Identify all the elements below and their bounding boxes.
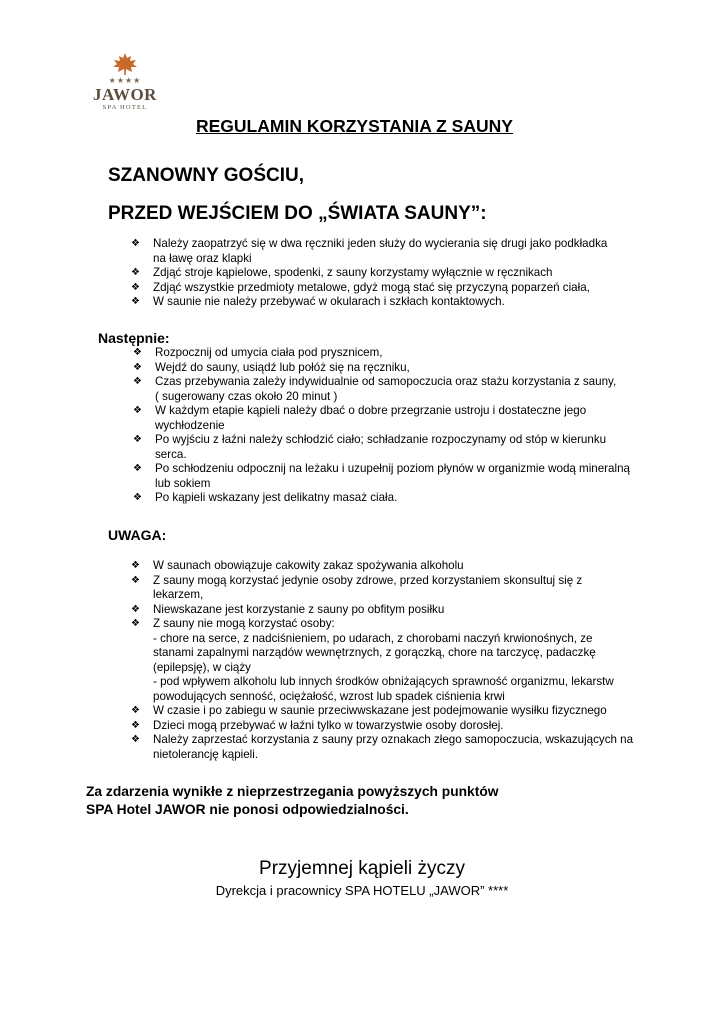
bullet-icon: ❖ <box>131 560 140 571</box>
list-item-line: Dzieci mogą przebywać w łaźni tylko w towarzystwie osoby dorosłej. <box>153 718 504 732</box>
list-item <box>133 491 630 506</box>
next-heading: Następnie: <box>98 330 170 346</box>
bullet-icon: ❖ <box>133 492 142 503</box>
list-item <box>131 617 633 704</box>
bullet-icon: ❖ <box>131 574 140 586</box>
list-item-line: Zdjąć wszystkie przedmioty metalowe, gdyż mogą stać się przyczyną poparzeń ciała, <box>153 280 590 294</box>
list-item-line: Wejdź do sauny, usiądź lub połóż się na ręczniku, <box>155 360 410 374</box>
list-item-line: nietolerancję kąpieli. <box>153 747 259 761</box>
list-item-line: lub sokiem <box>155 476 211 490</box>
bullet-icon: ❖ <box>131 281 140 293</box>
next-list <box>133 346 630 506</box>
list-item-line: Po schłodzeniu odpocznij na leżaku i uzupełnij poziom płynów w organizmie wodą mineralną <box>155 462 630 475</box>
list-item <box>133 375 630 404</box>
logo-brand: JAWOR <box>93 85 157 104</box>
list-item-line: powodujących senność, ociężałość, wzrost lub spadek ciśnienia krwi <box>153 689 505 703</box>
list-item <box>131 574 633 603</box>
list-item-line: - chore na serce, z nadciśnieniem, po udarach, z chorobami naczyń krwionośnych, ze <box>153 631 593 645</box>
disclaimer-line: SPA Hotel JAWOR nie ponosi odpowiedzialności. <box>86 802 409 817</box>
logo-stars: ★★★★ <box>108 76 142 85</box>
bullet-icon: ❖ <box>131 719 140 731</box>
list-item-line: Po kąpieli wskazany jest delikatny masaż ciała. <box>155 491 398 504</box>
signature: Dyrekcja i pracownicy SPA HOTELU „JAWOR” **** <box>215 883 509 898</box>
bullet-icon: ❖ <box>131 705 140 716</box>
list-item-line: serca. <box>155 447 187 461</box>
list-item <box>131 281 607 296</box>
list-item-line: na ławę oraz klapki <box>153 251 252 265</box>
list-item-line: W saunach obowiązuje cakowity zakaz spożywania alkoholu <box>153 559 464 572</box>
list-item <box>131 704 633 719</box>
bullet-icon: ❖ <box>131 267 140 278</box>
list-item-line: Należy zaopatrzyć się w dwa ręczniki jeden służy do wycierania się drugi jako podkładka <box>153 237 608 250</box>
before-heading: PRZED WEJŚCIEM DO „ŚWIATA SAUNY”: <box>108 203 487 224</box>
list-item-line: Zdjąć stroje kąpielowe, spodenki, z sauny korzystamy wyłącznie w ręcznikach <box>153 266 553 279</box>
list-item-line: W czasie i po zabiegu w saunie przeciwwskazane jest podejmowanie wysiłku fizycznego <box>153 704 607 717</box>
disclaimer-line: Za zdarzenia wynikłe z nieprzestrzegania powyższych punktów <box>86 784 499 799</box>
list-item <box>133 433 630 462</box>
list-item <box>131 719 633 734</box>
warning-list <box>131 559 633 762</box>
hotel-logo <box>86 52 164 112</box>
bullet-icon: ❖ <box>133 376 142 387</box>
list-item <box>131 559 633 574</box>
list-item <box>131 603 633 618</box>
list-item-line: wychłodzenie <box>155 418 225 432</box>
list-item <box>133 462 630 491</box>
list-item-line: Po wyjściu z łaźni należy schłodzić ciało; schładzanie rozpoczynamy od stóp w kierunku <box>155 433 607 446</box>
bullet-icon: ❖ <box>133 434 142 445</box>
bullet-icon: ❖ <box>131 296 140 307</box>
list-item <box>133 361 630 376</box>
bullet-icon: ❖ <box>131 734 140 745</box>
bullet-icon: ❖ <box>131 618 140 629</box>
warning-heading: UWAGA: <box>108 527 167 543</box>
list-item-line: Należy zaprzestać korzystania z sauny przy oznakach złego samopoczucia, wskazujących na <box>153 733 634 746</box>
list-item-line: Z sauny nie mogą korzystać osoby: <box>153 617 335 630</box>
list-item-line: W saunie nie należy przebywać w okularach i szkłach kontaktowych. <box>153 295 505 308</box>
bullet-icon: ❖ <box>133 405 142 416</box>
greeting-heading: SZANOWNY GOŚCIU, <box>108 165 304 186</box>
bullet-icon: ❖ <box>131 603 140 615</box>
list-item-line: Czas przebywania zależy indywidualnie od samopoczucia oraz stażu korzystania z sauny, <box>155 375 617 388</box>
bullet-icon: ❖ <box>133 463 142 474</box>
maple-leaf-icon <box>112 52 138 76</box>
bullet-icon: ❖ <box>131 238 140 249</box>
list-item-line: - pod wpływem alkoholu lub innych środków obniżających sprawność organizmu, lekarstw <box>153 675 614 688</box>
list-item <box>131 266 607 281</box>
list-item-line: stanami zapalnymi narządów wewnętrznych, z gorączką, chore na tarczycę, padaczkę <box>153 646 596 659</box>
list-item <box>133 404 630 433</box>
disclaimer <box>86 783 498 819</box>
closing-wish: Przyjemnej kąpieli życzy <box>259 858 465 879</box>
list-item-line: ( sugerowany czas około 20 minut ) <box>155 389 338 403</box>
bullet-icon: ❖ <box>133 347 142 358</box>
list-item-line: Z sauny mogą korzystać jedynie osoby zdrowe, przed korzystaniem skonsultuj się z <box>153 573 583 587</box>
list-item <box>131 733 633 762</box>
list-item-line: Rozpocznij od umycia ciała pod prysznicem, <box>155 346 383 359</box>
list-item-line: lekarzem, <box>153 588 204 601</box>
bullet-icon: ❖ <box>133 361 142 373</box>
logo-subtitle: SPA HOTEL <box>102 104 148 111</box>
list-item <box>131 295 607 310</box>
page-title: REGULAMIN KORZYSTANIA Z SAUNY <box>196 116 513 136</box>
list-item <box>133 346 630 361</box>
list-item-line: Niewskazane jest korzystanie z sauny po obfitym posiłku <box>153 602 445 616</box>
list-item <box>131 237 607 266</box>
list-item-line: W każdym etapie kąpieli należy dbać o dobre przegrzanie ustroju i dostateczne jego <box>155 404 587 417</box>
list-item-line: (epilepsję), w ciąży <box>153 660 251 674</box>
before-list <box>131 237 607 310</box>
